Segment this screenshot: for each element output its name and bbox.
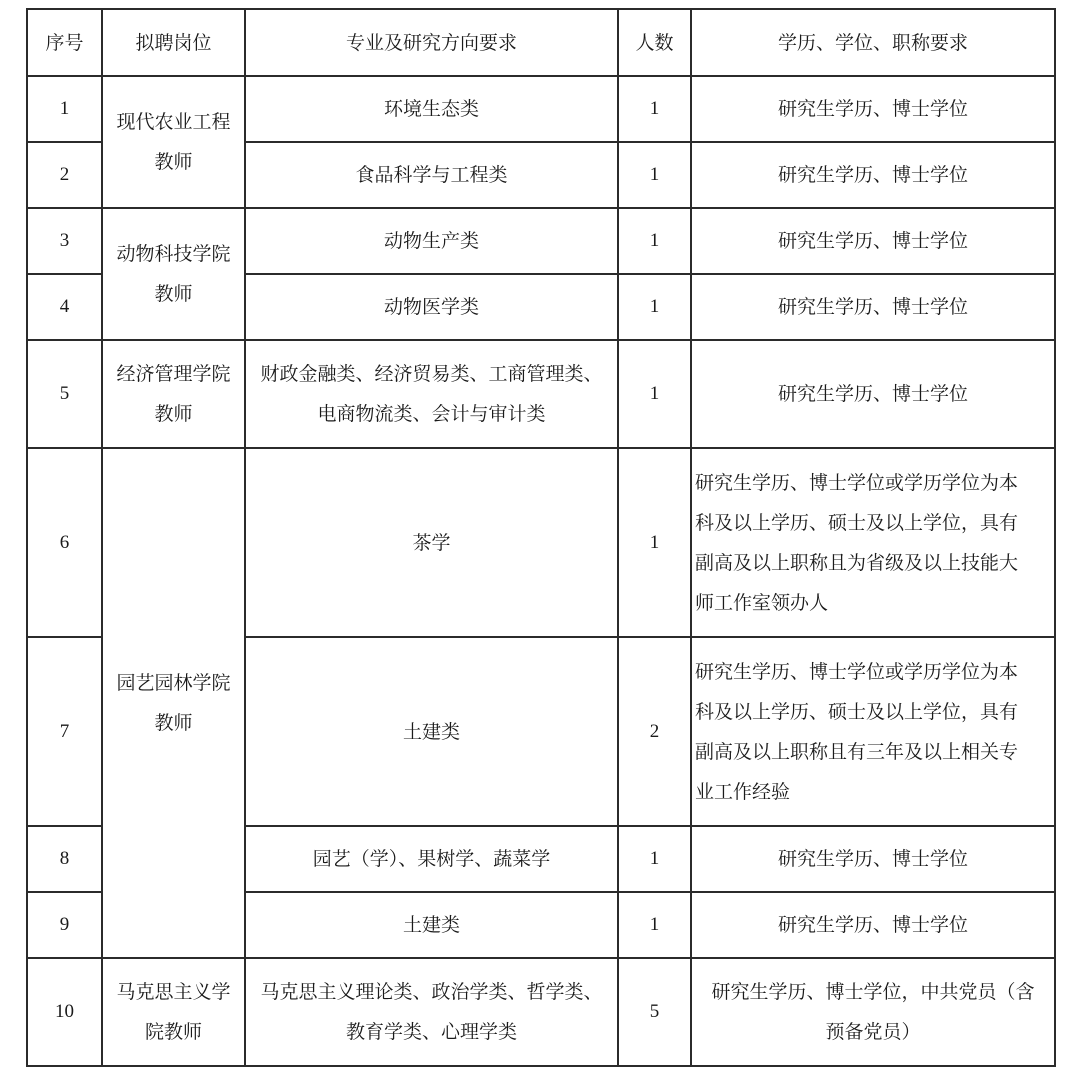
requirement-line: 研究生学历、博士学位，中共党员（含 xyxy=(711,981,1035,1003)
requirement-cell: 研究生学历、博士学位 xyxy=(691,826,1055,892)
post-cell xyxy=(102,958,245,1066)
count-cell: 1 xyxy=(618,76,691,142)
requirement-cell xyxy=(691,448,1055,637)
post-line: 马克思主义学 xyxy=(116,981,231,1003)
count-cell: 1 xyxy=(618,448,691,637)
major-cell: 土建类 xyxy=(245,637,618,826)
count-cell: 1 xyxy=(618,142,691,208)
requirement-cell xyxy=(691,637,1055,826)
row-number: 6 xyxy=(27,448,102,637)
major-cell: 园艺（学）、果树学、蔬菜学 xyxy=(245,826,618,892)
post-line: 教师 xyxy=(154,151,193,173)
post-line: 经济管理学院 xyxy=(116,363,231,385)
count-cell: 1 xyxy=(618,208,691,274)
table-row xyxy=(27,958,1055,1066)
major-line: 财政金融类、经济贸易类、工商管理类、 xyxy=(260,363,603,385)
row-number: 8 xyxy=(27,826,102,892)
count-cell: 5 xyxy=(618,958,691,1066)
major-cell: 动物生产类 xyxy=(245,208,618,274)
post-line: 教师 xyxy=(154,283,193,305)
table-header-row xyxy=(27,9,1055,76)
header-requirement: 学历、学位、职称要求 xyxy=(691,9,1055,76)
count-cell: 2 xyxy=(618,637,691,826)
requirement-cell: 研究生学历、博士学位 xyxy=(691,142,1055,208)
table-row xyxy=(27,208,1055,274)
post-line: 教师 xyxy=(154,403,193,425)
post-line: 院教师 xyxy=(144,1021,202,1043)
row-number: 5 xyxy=(27,340,102,448)
requirement-line: 研究生学历、博士学位或学历学位为本 xyxy=(695,660,1019,683)
requirement-cell: 研究生学历、博士学位 xyxy=(691,76,1055,142)
requirement-cell: 研究生学历、博士学位 xyxy=(691,892,1055,958)
count-cell: 1 xyxy=(618,892,691,958)
row-number: 3 xyxy=(27,208,102,274)
post-line: 园艺园林学院 xyxy=(116,672,231,694)
post-cell xyxy=(102,208,245,340)
major-cell: 土建类 xyxy=(245,892,618,958)
header-major: 专业及研究方向要求 xyxy=(245,9,618,76)
table-row xyxy=(27,340,1055,448)
post-cell xyxy=(102,76,245,208)
requirement-line: 业工作经验 xyxy=(695,780,791,803)
major-line: 马克思主义理论类、政治学类、哲学类、 xyxy=(260,981,603,1003)
row-number: 2 xyxy=(27,142,102,208)
requirement-line: 科及以上学历、硕士及以上学位，具有 xyxy=(695,511,1019,534)
post-line: 教师 xyxy=(154,712,193,734)
major-line: 教育学类、心理学类 xyxy=(345,1021,517,1043)
row-number: 1 xyxy=(27,76,102,142)
requirement-line: 副高及以上职称且有三年及以上相关专 xyxy=(695,740,1019,763)
row-number: 10 xyxy=(27,958,102,1066)
row-number: 7 xyxy=(27,637,102,826)
major-cell xyxy=(245,958,618,1066)
header-post: 拟聘岗位 xyxy=(102,9,245,76)
requirement-cell: 研究生学历、博士学位 xyxy=(691,274,1055,340)
post-line: 动物科技学院 xyxy=(116,243,231,265)
requirement-cell: 研究生学历、博士学位 xyxy=(691,340,1055,448)
requirement-cell: 研究生学历、博士学位 xyxy=(691,208,1055,274)
row-number: 4 xyxy=(27,274,102,340)
count-cell: 1 xyxy=(618,340,691,448)
count-cell: 1 xyxy=(618,826,691,892)
table-row xyxy=(27,76,1055,142)
post-cell xyxy=(102,340,245,448)
major-cell xyxy=(245,340,618,448)
requirement-line: 科及以上学历、硕士及以上学位，具有 xyxy=(695,700,1019,723)
post-cell xyxy=(102,448,245,958)
count-cell: 1 xyxy=(618,274,691,340)
major-cell: 环境生态类 xyxy=(245,76,618,142)
major-cell: 茶学 xyxy=(245,448,618,637)
table-row xyxy=(27,448,1055,637)
header-count: 人数 xyxy=(618,9,691,76)
requirement-line: 研究生学历、博士学位或学历学位为本 xyxy=(695,471,1019,494)
header-no: 序号 xyxy=(27,9,102,76)
requirement-cell xyxy=(691,958,1055,1066)
recruitment-table xyxy=(26,8,1056,1067)
row-number: 9 xyxy=(27,892,102,958)
post-line: 现代农业工程 xyxy=(116,111,231,133)
requirement-line: 师工作室领办人 xyxy=(695,591,829,614)
major-cell: 动物医学类 xyxy=(245,274,618,340)
major-line: 电商物流类、会计与审计类 xyxy=(317,403,546,425)
requirement-line: 副高及以上职称且为省级及以上技能大 xyxy=(695,551,1019,574)
requirement-line: 预备党员） xyxy=(825,1021,921,1043)
major-cell: 食品科学与工程类 xyxy=(245,142,618,208)
